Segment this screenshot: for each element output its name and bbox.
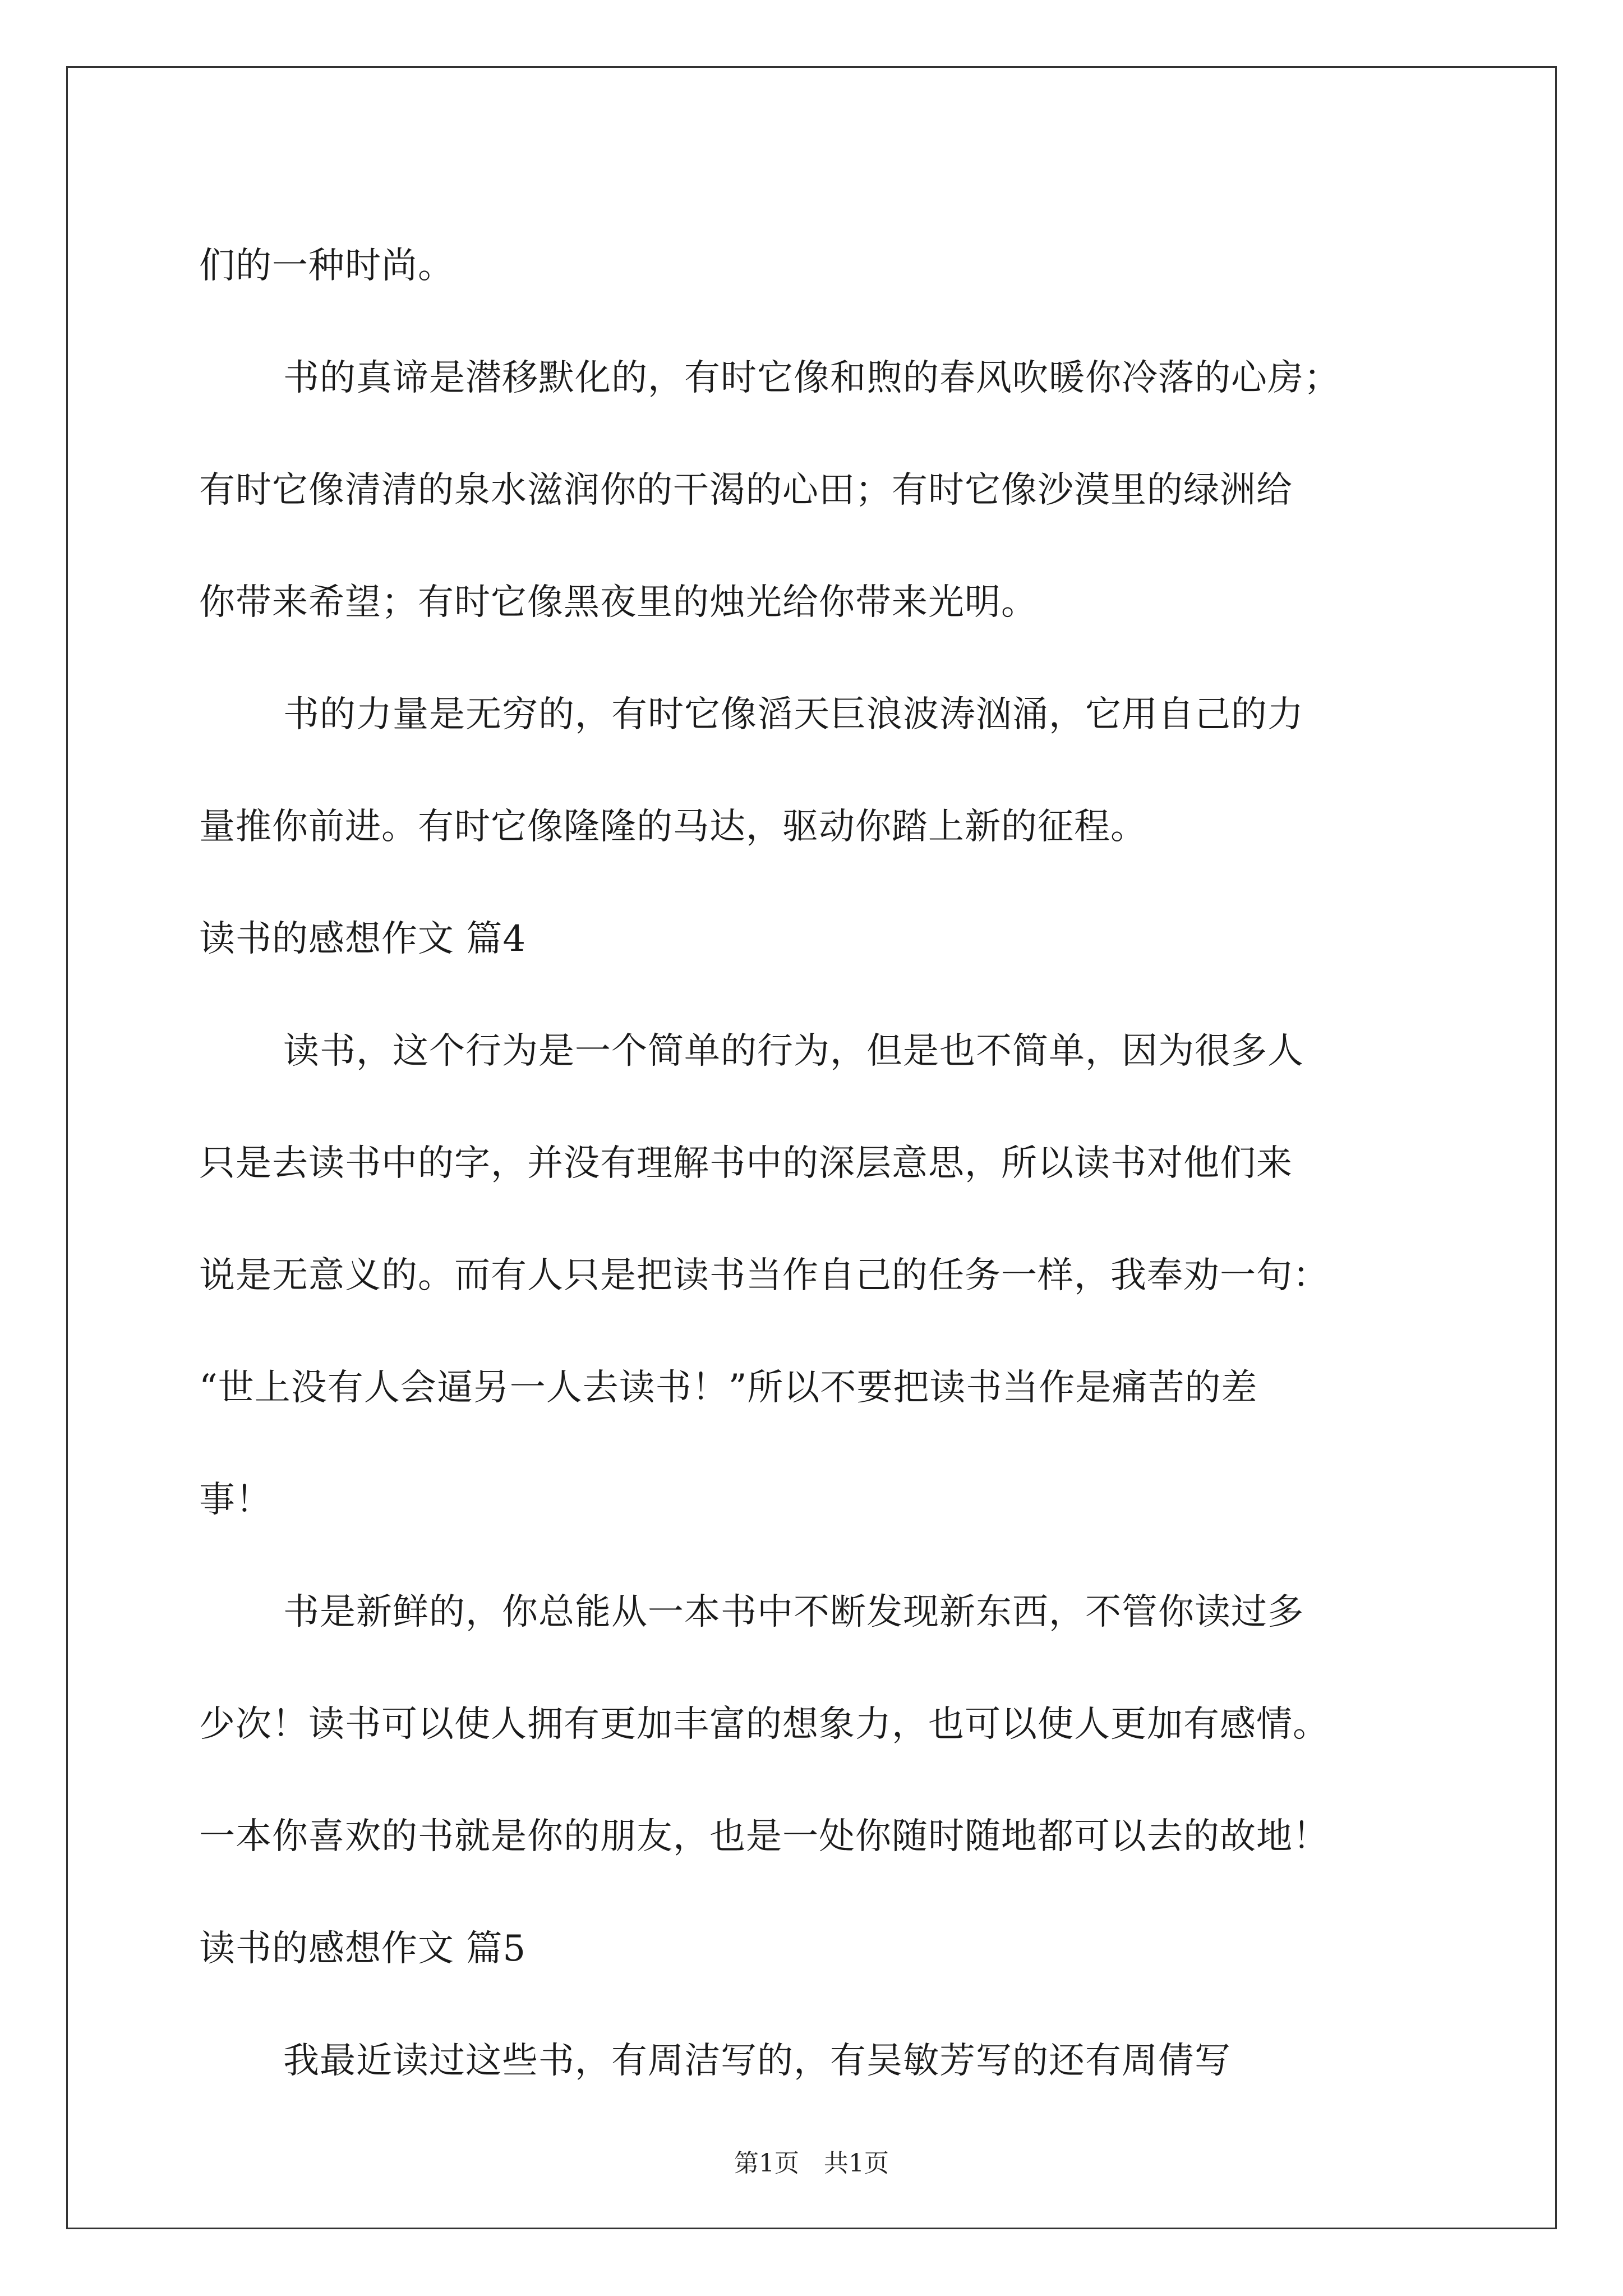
text-line: 我最近读过这些书，有周洁写的，有吴敏芳写的还有周倩写 [283,2040,1231,2082]
document-body [199,210,1433,2117]
text-line: 书的真谛是潜移默化的，有时它像和煦的春风吹暖你冷落的心房； [283,357,1340,399]
text-line: 读书，这个行为是一个简单的行为，但是也不简单，因为很多人 [283,1030,1304,1072]
text-line: 说是无意义的。而有人只是把读书当作自己的任务一样，我奉劝一句： [199,1255,1329,1296]
text-line: 一本你喜欢的书就是你的朋友，也是一处你随时随地都可以去的故地！ [199,1816,1329,1857]
page-number: 第1页 共1页 [734,2149,889,2178]
text-line: 们的一种时尚。 [199,245,454,287]
text-line: 书的力量是无穷的，有时它像滔天巨浪波涛汹涌，它用自己的力 [283,694,1304,735]
text-line: 有时它像清清的泉水滋润你的干渴的心田；有时它像沙漠里的绿洲给 [199,470,1293,511]
text-line: 少次！读书可以使人拥有更加丰富的想象力，也可以使人更加有感情。 [199,1704,1329,1745]
text-line: 事！ [199,1479,272,1521]
text-line: 量推你前进。有时它像隆隆的马达，驱动你踏上新的征程。 [199,806,1147,848]
text-line: 只是去读书中的字，并没有理解书中的深层意思，所以读书对他们来 [199,1143,1293,1184]
section-heading: 读书的感想作文 篇5 [199,1928,527,1970]
text-line: 书是新鲜的，你总能从一本书中不断发现新东西，不管你读过多 [283,1591,1304,1633]
text-line: “世上没有人会逼另一人去读书！”所以不要把读书当作是痛苦的差 [199,1367,1258,1409]
section-heading: 读书的感想作文 篇4 [199,918,527,960]
text-line: 你带来希望；有时它像黑夜里的烛光给你带来光明。 [199,582,1038,623]
